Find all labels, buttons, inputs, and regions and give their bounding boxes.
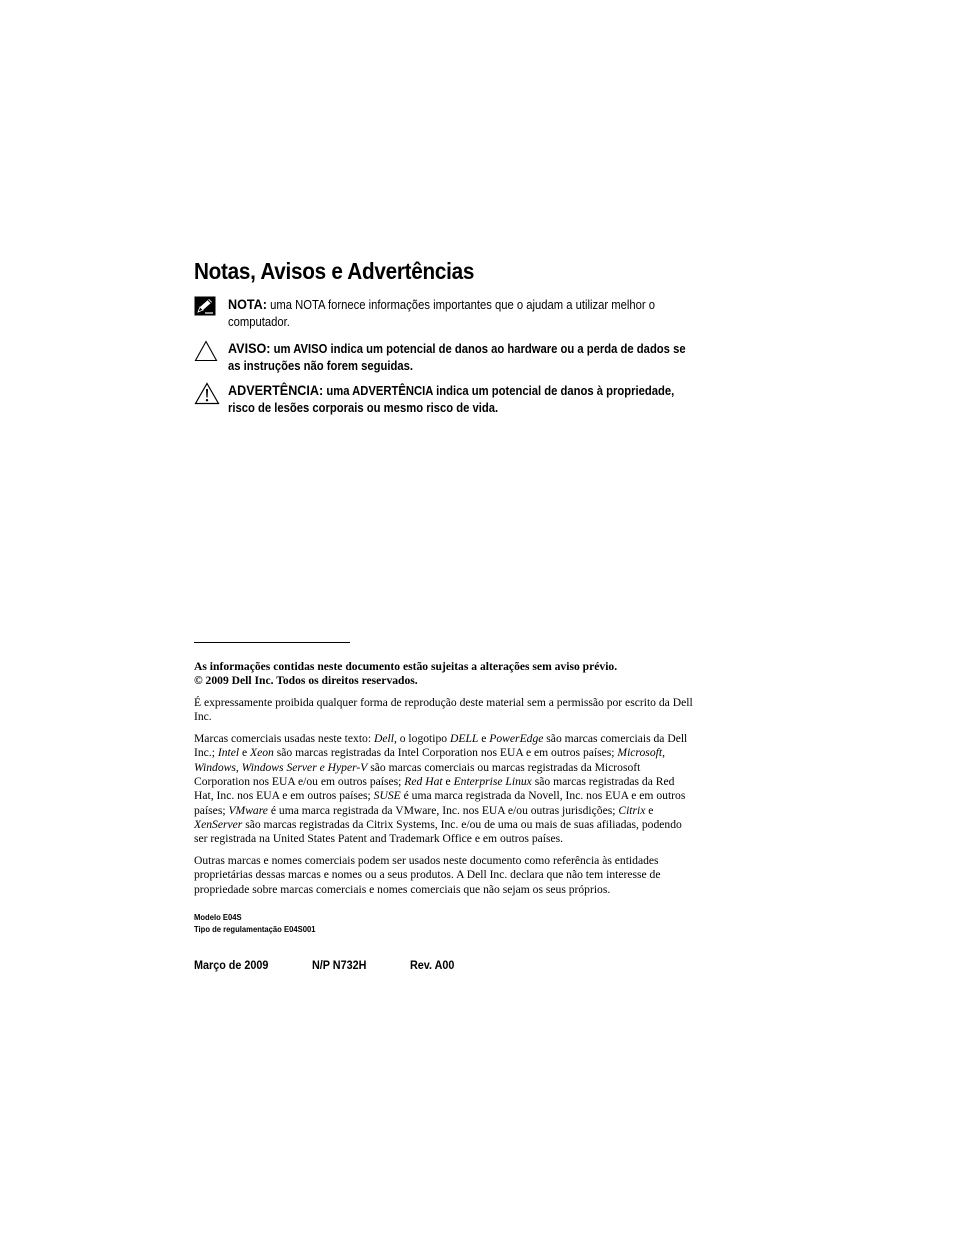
reproduction-notice: É expressamente proibida qualquer forma de reprodução deste material sem a permissão por escrito da Dell Inc. bbox=[194, 696, 693, 724]
tm-citrix: Citrix bbox=[618, 803, 646, 817]
advertencia-label: ADVERTÊNCIA: bbox=[228, 382, 324, 398]
footer-date: Março de 2009 bbox=[194, 958, 269, 972]
copyright-line: © 2009 Dell Inc. Todos os direitos reservados. bbox=[194, 674, 418, 688]
tm-intel: Intel bbox=[217, 746, 240, 760]
tm-enterprise-linux: Enterprise Linux bbox=[453, 775, 532, 789]
tm-dell: Dell bbox=[373, 732, 394, 746]
tm-text: são marcas comerciais da Dell Inc.; bbox=[194, 732, 688, 760]
aviso-body: um AVISO indica um potencial de danos ao hardware ou a perda de dados se as instruções não forem seguidas. bbox=[228, 342, 686, 373]
tm-text: e bbox=[442, 775, 454, 789]
tm-text: são marcas registradas da Citrix Systems, Inc. e/ou de uma ou mais de suas afiliadas, podendo ser registrada na United States Patent and Trademark Office e em outros países. bbox=[194, 817, 682, 846]
tm-text: são marcas registradas da Red Hat, Inc. nos EUA e em outros países; bbox=[194, 775, 675, 803]
regulatory-line: Tipo de regulamentação E04S001 bbox=[194, 924, 316, 934]
tm-windows: Windows bbox=[194, 760, 236, 774]
other-marks-paragraph: Outras marcas e nomes comerciais podem ser usados neste documento como referência às entidades proprietárias dessas marcas e nomes ou a seus produtos. A Dell Inc. declara que não tem interesse de propriedade sobre marcas comerciais e nomes comerciais que não sejam os seus próprios. bbox=[194, 854, 661, 896]
advertencia-body: uma ADVERTÊNCIA indica um potencial de danos à propriedade, risco de lesões corporais ou mesmo risco de vida. bbox=[228, 384, 675, 415]
document-footer bbox=[194, 958, 594, 974]
tm-text: são marcas registradas da Intel Corporation nos EUA e em outros países; bbox=[273, 746, 618, 760]
footer-part-number: N/P N732H bbox=[312, 958, 367, 972]
tm-microsoft: Microsoft bbox=[617, 746, 663, 760]
model-line: Modelo E04S bbox=[194, 912, 242, 922]
tm-text: , bbox=[662, 746, 665, 760]
warning-exclamation-icon bbox=[194, 382, 220, 406]
tm-dell-logo: DELL bbox=[449, 732, 479, 746]
note-text bbox=[228, 296, 696, 331]
tm-text: , bbox=[235, 760, 242, 774]
tm-text: , o logotipo bbox=[393, 732, 450, 746]
tm-windows-server: Windows Server e Hyper-V bbox=[241, 760, 368, 774]
model-info bbox=[194, 911, 464, 935]
note-label: NOTA: bbox=[228, 296, 267, 312]
tm-text: Marcas comerciais usadas neste texto: bbox=[194, 732, 374, 746]
tm-text: e bbox=[478, 732, 490, 746]
trademark-paragraph bbox=[194, 732, 694, 846]
tm-xenserver: XenServer bbox=[194, 817, 243, 831]
tm-poweredge: PowerEdge bbox=[489, 732, 544, 746]
legal-block bbox=[194, 660, 694, 904]
tm-suse: SUSE bbox=[373, 789, 401, 803]
tm-vmware: VMware bbox=[228, 803, 268, 817]
tm-text: e bbox=[239, 746, 251, 760]
note-body: uma NOTA fornece informações importantes que o ajudam a utilizar melhor o computador. bbox=[228, 298, 656, 329]
tm-redhat: Red Hat bbox=[404, 775, 443, 789]
tm-text: é uma marca registrada da Novell, Inc. nos EUA e em outros países; bbox=[194, 789, 686, 817]
tm-text: e bbox=[645, 803, 654, 817]
footer-revision: Rev. A00 bbox=[410, 958, 455, 972]
aviso-text bbox=[228, 340, 696, 375]
advertencia-text bbox=[228, 382, 696, 417]
aviso-label: AVISO: bbox=[228, 340, 271, 356]
tm-text: são marcas comerciais ou marcas registradas da Microsoft Corporation nos EUA e/ou em outros países; bbox=[194, 760, 641, 789]
separator-rule bbox=[194, 642, 350, 643]
page-title: Notas, Avisos e Advertências bbox=[194, 258, 475, 284]
info-line: As informações contidas neste documento estão sujeitas a alterações sem aviso prévio. bbox=[194, 660, 618, 673]
info-statement bbox=[194, 660, 694, 689]
pencil-note-icon bbox=[194, 296, 220, 320]
tm-xeon: Xeon bbox=[250, 746, 274, 760]
tm-text: é uma marca registrada da VMware, Inc. nos EUA e/ou outras jurisdições; bbox=[267, 803, 619, 817]
caution-triangle-icon bbox=[194, 340, 220, 364]
